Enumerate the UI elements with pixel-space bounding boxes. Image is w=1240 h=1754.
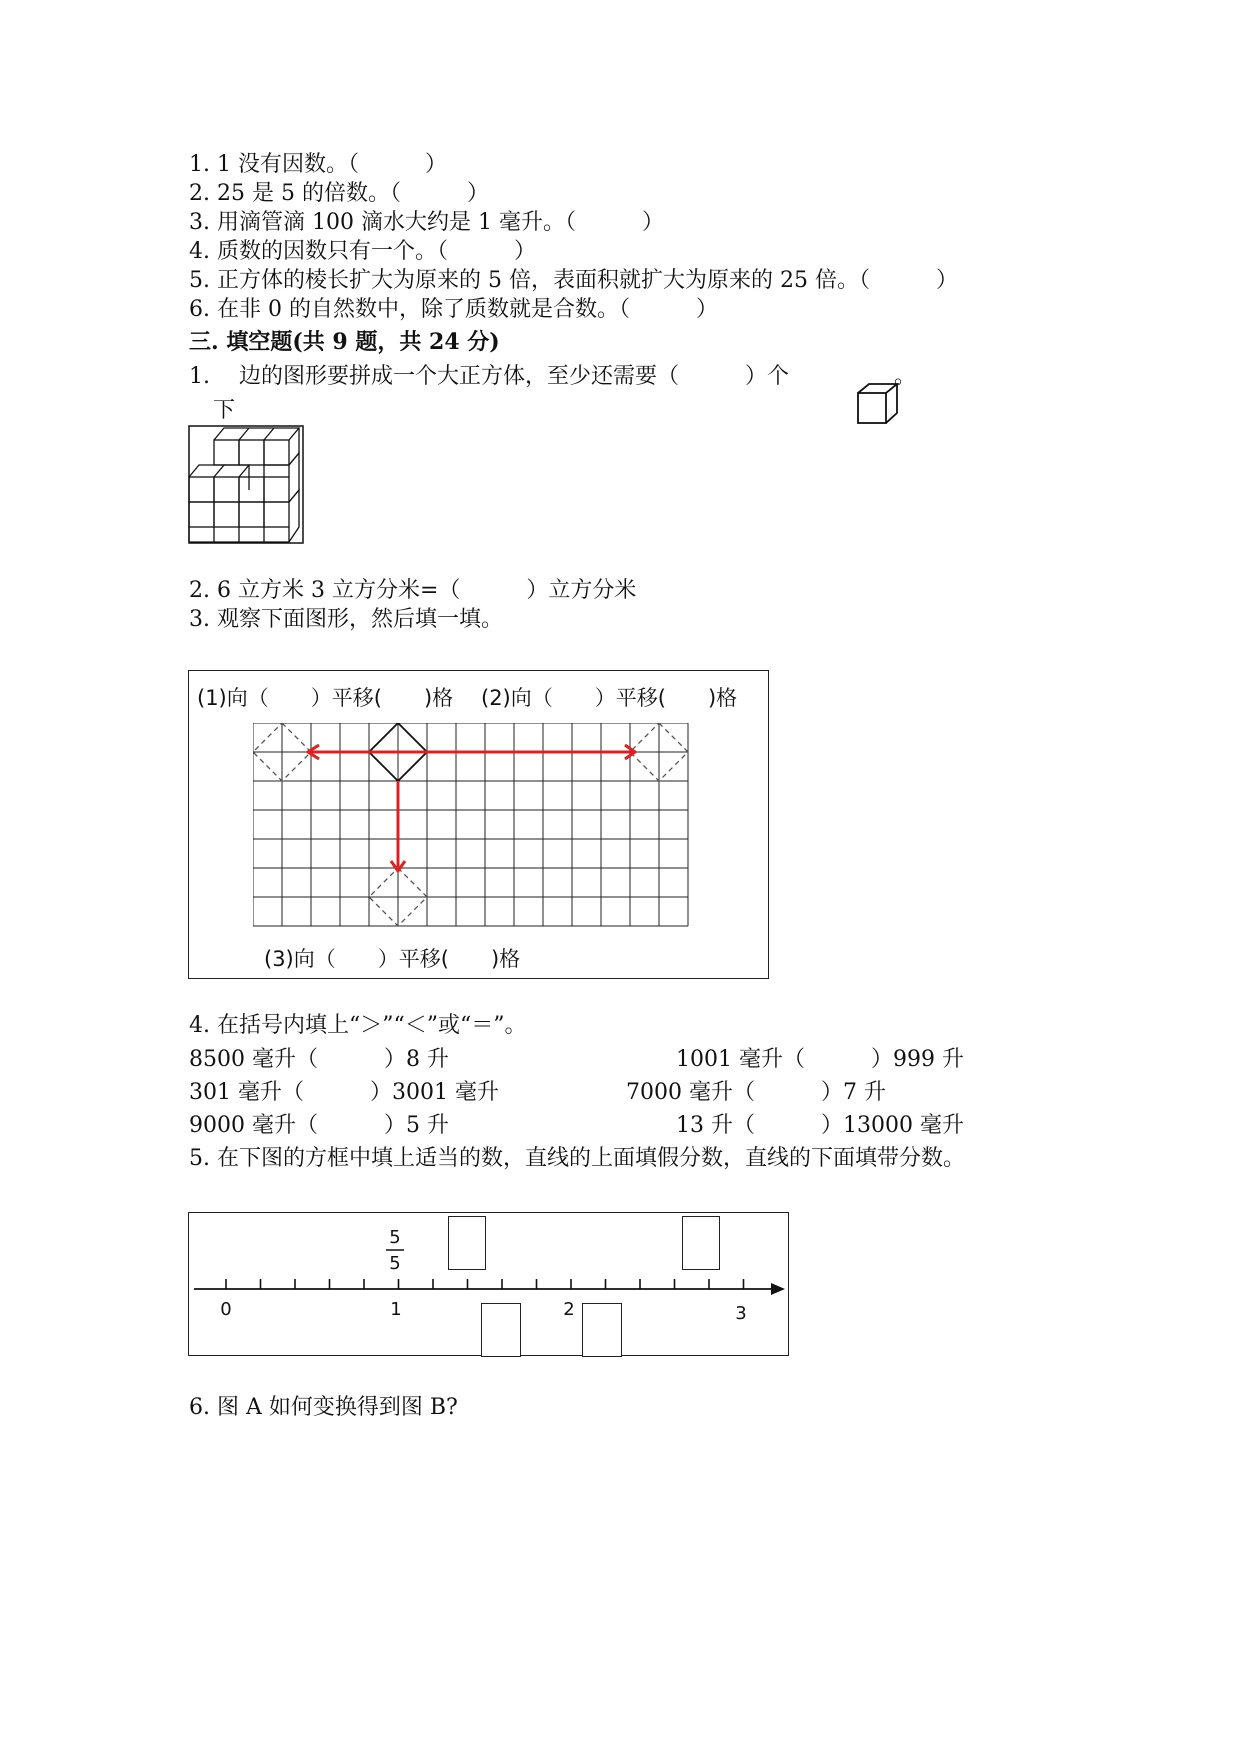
translation-label-2: (2)向（ ）平移( )格 (481, 686, 738, 710)
answer-box-lower-2[interactable] (582, 1303, 622, 1357)
tick-label-2: 2 (563, 1299, 575, 1320)
stacked-cubes-figure (188, 425, 306, 545)
answer-box-upper-1[interactable] (448, 1216, 486, 1270)
translation-figure (188, 670, 769, 979)
judgement-item-2: 2. 25 是 5 的倍数。（ ） (189, 181, 489, 206)
q4-row2-right: 7000 毫升（ ）7 升 (626, 1080, 886, 1105)
q2-text: 2. 6 立方米 3 立方分米=（ ）立方分米 (189, 578, 637, 603)
unit-cube-icon (856, 382, 900, 426)
section-title: 三. 填空题(共 9 题，共 24 分) (189, 329, 500, 355)
judgement-item-5: 5. 正方体的棱长扩大为原来的 5 倍，表面积就扩大为原来的 25 倍。（ ） (189, 268, 958, 293)
answer-box-lower-1[interactable] (481, 1303, 521, 1357)
q4-row3-left: 9000 毫升（ ）5 升 (189, 1113, 449, 1138)
number-line-figure (188, 1212, 789, 1356)
judgement-item-6: 6. 在非 0 的自然数中，除了质数就是合数。（ ） (189, 297, 718, 322)
q1-fragment: 下 (213, 398, 236, 423)
figure-frame (189, 426, 303, 543)
tick-label-0: 0 (220, 1299, 232, 1320)
q1-number: 1. (189, 364, 210, 389)
q4-row2-left: 301 毫升（ ）3001 毫升 (189, 1080, 499, 1105)
q4-text: 4. 在括号内填上“＞”“＜”或“＝”。 (189, 1013, 527, 1038)
tick-label-3: 3 (735, 1303, 747, 1324)
q1-text: 边的图形要拼成一个大正方体，至少还需要（ ）个 (239, 364, 790, 389)
q5-text: 5. 在下图的方框中填上适当的数，直线的上面填假分数，直线的下面填带分数。 (189, 1146, 965, 1171)
q1-tail: 。 (894, 364, 917, 389)
judgement-item-3: 3. 用滴管滴 100 滴水大约是 1 毫升。（ ） (189, 210, 664, 235)
q4-row3-right: 13 升（ ）13000 毫升 (676, 1113, 964, 1138)
translation-grid (253, 723, 693, 927)
judgement-item-4: 4. 质数的因数只有一个。（ ） (189, 239, 536, 264)
translation-label-3: (3)向（ ）平移( )格 (264, 947, 521, 971)
q6-text: 6. 图 A 如何变换得到图 B? (189, 1395, 458, 1420)
judgement-item-1: 1. 1 没有因数。（ ） (189, 152, 447, 177)
fraction-numerator: 5 (389, 1227, 401, 1248)
q4-row1-right: 1001 毫升（ ）999 升 (676, 1047, 964, 1072)
translation-label-1: (1)向（ ）平移( )格 (197, 686, 454, 710)
tick-label-1: 1 (390, 1299, 402, 1320)
fraction-denominator: 5 (389, 1253, 401, 1274)
q3-text: 3. 观察下面图形，然后填一填。 (189, 607, 503, 632)
answer-box-upper-2[interactable] (682, 1216, 720, 1270)
number-line-arrow (771, 1283, 785, 1295)
q4-row1-left: 8500 毫升（ ）8 升 (189, 1047, 449, 1072)
